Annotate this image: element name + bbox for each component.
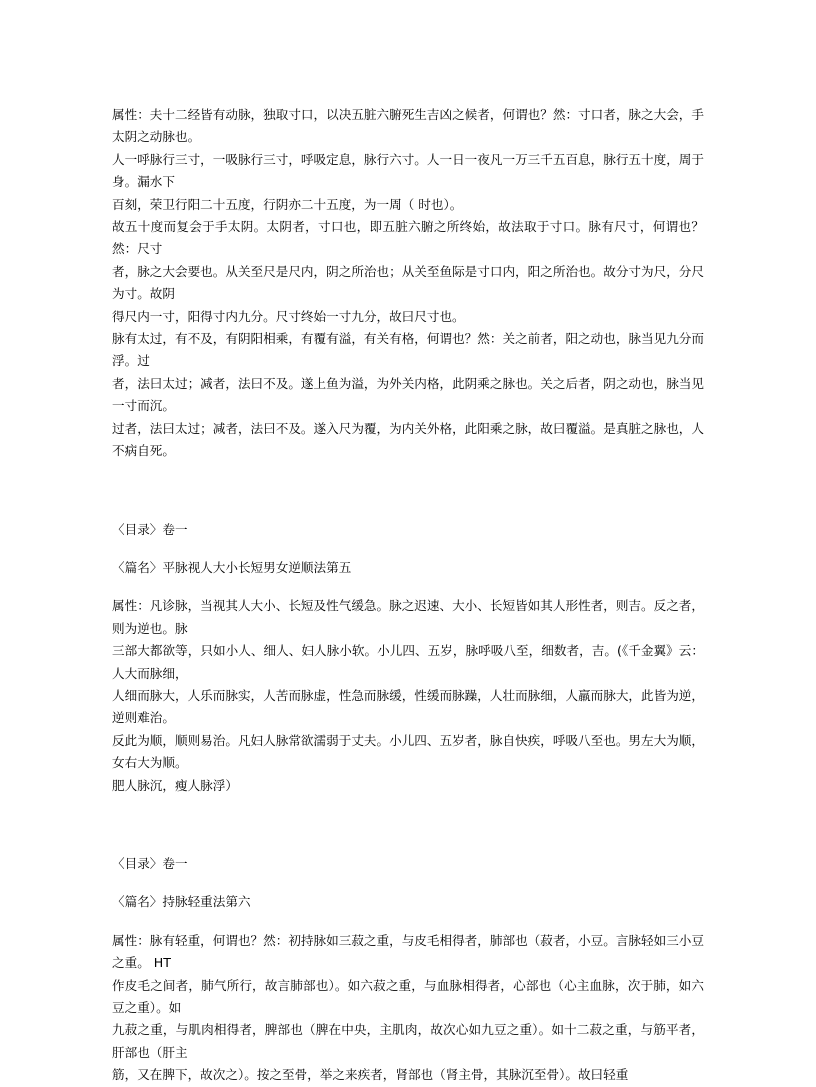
section-spacer [112, 463, 704, 519]
chapter-title: 〈篇名〉持脉轻重法第六 [112, 894, 251, 910]
catalog-label: 〈目录〉卷一 [112, 521, 188, 537]
body-line: 过者，法曰太过；减者，法曰不及。遂入尺为覆，为内关外格，此阳乘之脉，故曰覆溢。是真脏之脉也，人不病自死。 [112, 420, 704, 459]
chapter-title: 〈篇名〉平脉视人大小长短男女逆顺法第五 [112, 559, 352, 575]
body-line: 人细而脉大，人乐而脉实，人苦而脉虚，性急而脉缓，性缓而脉躁，人壮而脉细，人羸而脉大，此皆为逆，逆则难治。 [112, 687, 704, 726]
paragraph-spacer [112, 875, 704, 891]
body-line: 作皮毛之间者，肺气所行，故言肺部也）。如六菽之重，与血脉相得者，心部也（心主血脉，次于肺，如六豆之重）。如 [112, 977, 704, 1015]
body-line: 脉有太过，有不及，有阴阳相乘，有覆有溢，有关有格，何谓也？然：关之前者，阳之动也，脉当见九分而浮。过 [112, 331, 704, 369]
paragraph-spacer [112, 541, 704, 557]
paragraph-spacer [112, 914, 704, 930]
section-chapter-five [112, 519, 704, 797]
body-line: 得尺内一寸，阳得寸内九分。尺寸终始一寸九分，故曰尺寸也。 [112, 308, 465, 324]
body-line: 人一呼脉行三寸，一吸脉行三寸，呼吸定息，脉行六寸。人一日一夜凡一万三千五百息，脉行五十度，周于身。漏水下 [112, 151, 704, 190]
body-line: 属性：脉有轻重，何谓也？然：初持脉如三菽之重，与皮毛相得者，肺部也（菽者，小豆。言脉轻如三小豆之重。 HT [112, 932, 704, 971]
body-line: 故五十度而复会于手太阴。太阴者，寸口也，即五脏六腑之所终始，故法取于寸口。脉有尺寸，何谓也？然：尺寸 [112, 219, 704, 257]
section-spacer [112, 797, 704, 853]
body-line: 筋，又在脾下，故次之）。按之至骨，举之来疾者，肾部也（肾主骨，其脉沉至骨）。故曰轻重 [112, 1067, 629, 1083]
body-line: 九菽之重，与肌肉相得者，脾部也（脾在中央，主肌肉，故次心如九豆之重）。如十二菽之重，与筋平者，肝部也（肝主 [112, 1022, 704, 1060]
body-line: 属性：凡诊脉，当视其人大小、长短及性气缓急。脉之迟速、大小、长短皆如其人形性者，则吉。反之者，则为逆也。脉 [112, 598, 704, 636]
body-line: 肥人脉沉，瘦人脉浮） [112, 777, 238, 793]
body-line: 属性：夫十二经皆有动脉，独取寸口，以决五脏六腑死生吉凶之候者，何谓也？然：寸口者，脉之大会，手太阴之动脉也。 [112, 107, 704, 145]
body-line: 三部大都欲等，只如小人、细人、妇人脉小软。小儿四、五岁，脉呼吸八至，细数者，吉。(《千金翼》云：人大而脉细， [112, 643, 704, 681]
catalog-label: 〈目录〉卷一 [112, 855, 188, 871]
body-line: 百刻，荣卫行阳二十五度，行阴亦二十五度，为一周（ 时也）。 [112, 196, 463, 212]
section-opening [112, 104, 704, 463]
body-line: 者，法曰太过；减者，法曰不及。遂上鱼为溢，为外关内格，此阴乘之脉也。关之后者，阴之动也，脉当见一寸而沉。 [112, 375, 704, 414]
body-line: 反此为顺，顺则易治。凡妇人脉常欲濡弱于丈夫。小儿四、五岁者，脉自快疾，呼吸八至也。男左大为顺，女右大为顺。 [112, 732, 704, 771]
body-line: 者，脉之大会要也。从关至尺是尺内，阴之所治也；从关至鱼际是寸口内，阳之所治也。故分寸为尺，分尺为寸。故阴 [112, 263, 704, 302]
paragraph-spacer [112, 579, 704, 595]
section-chapter-six [112, 853, 704, 1087]
